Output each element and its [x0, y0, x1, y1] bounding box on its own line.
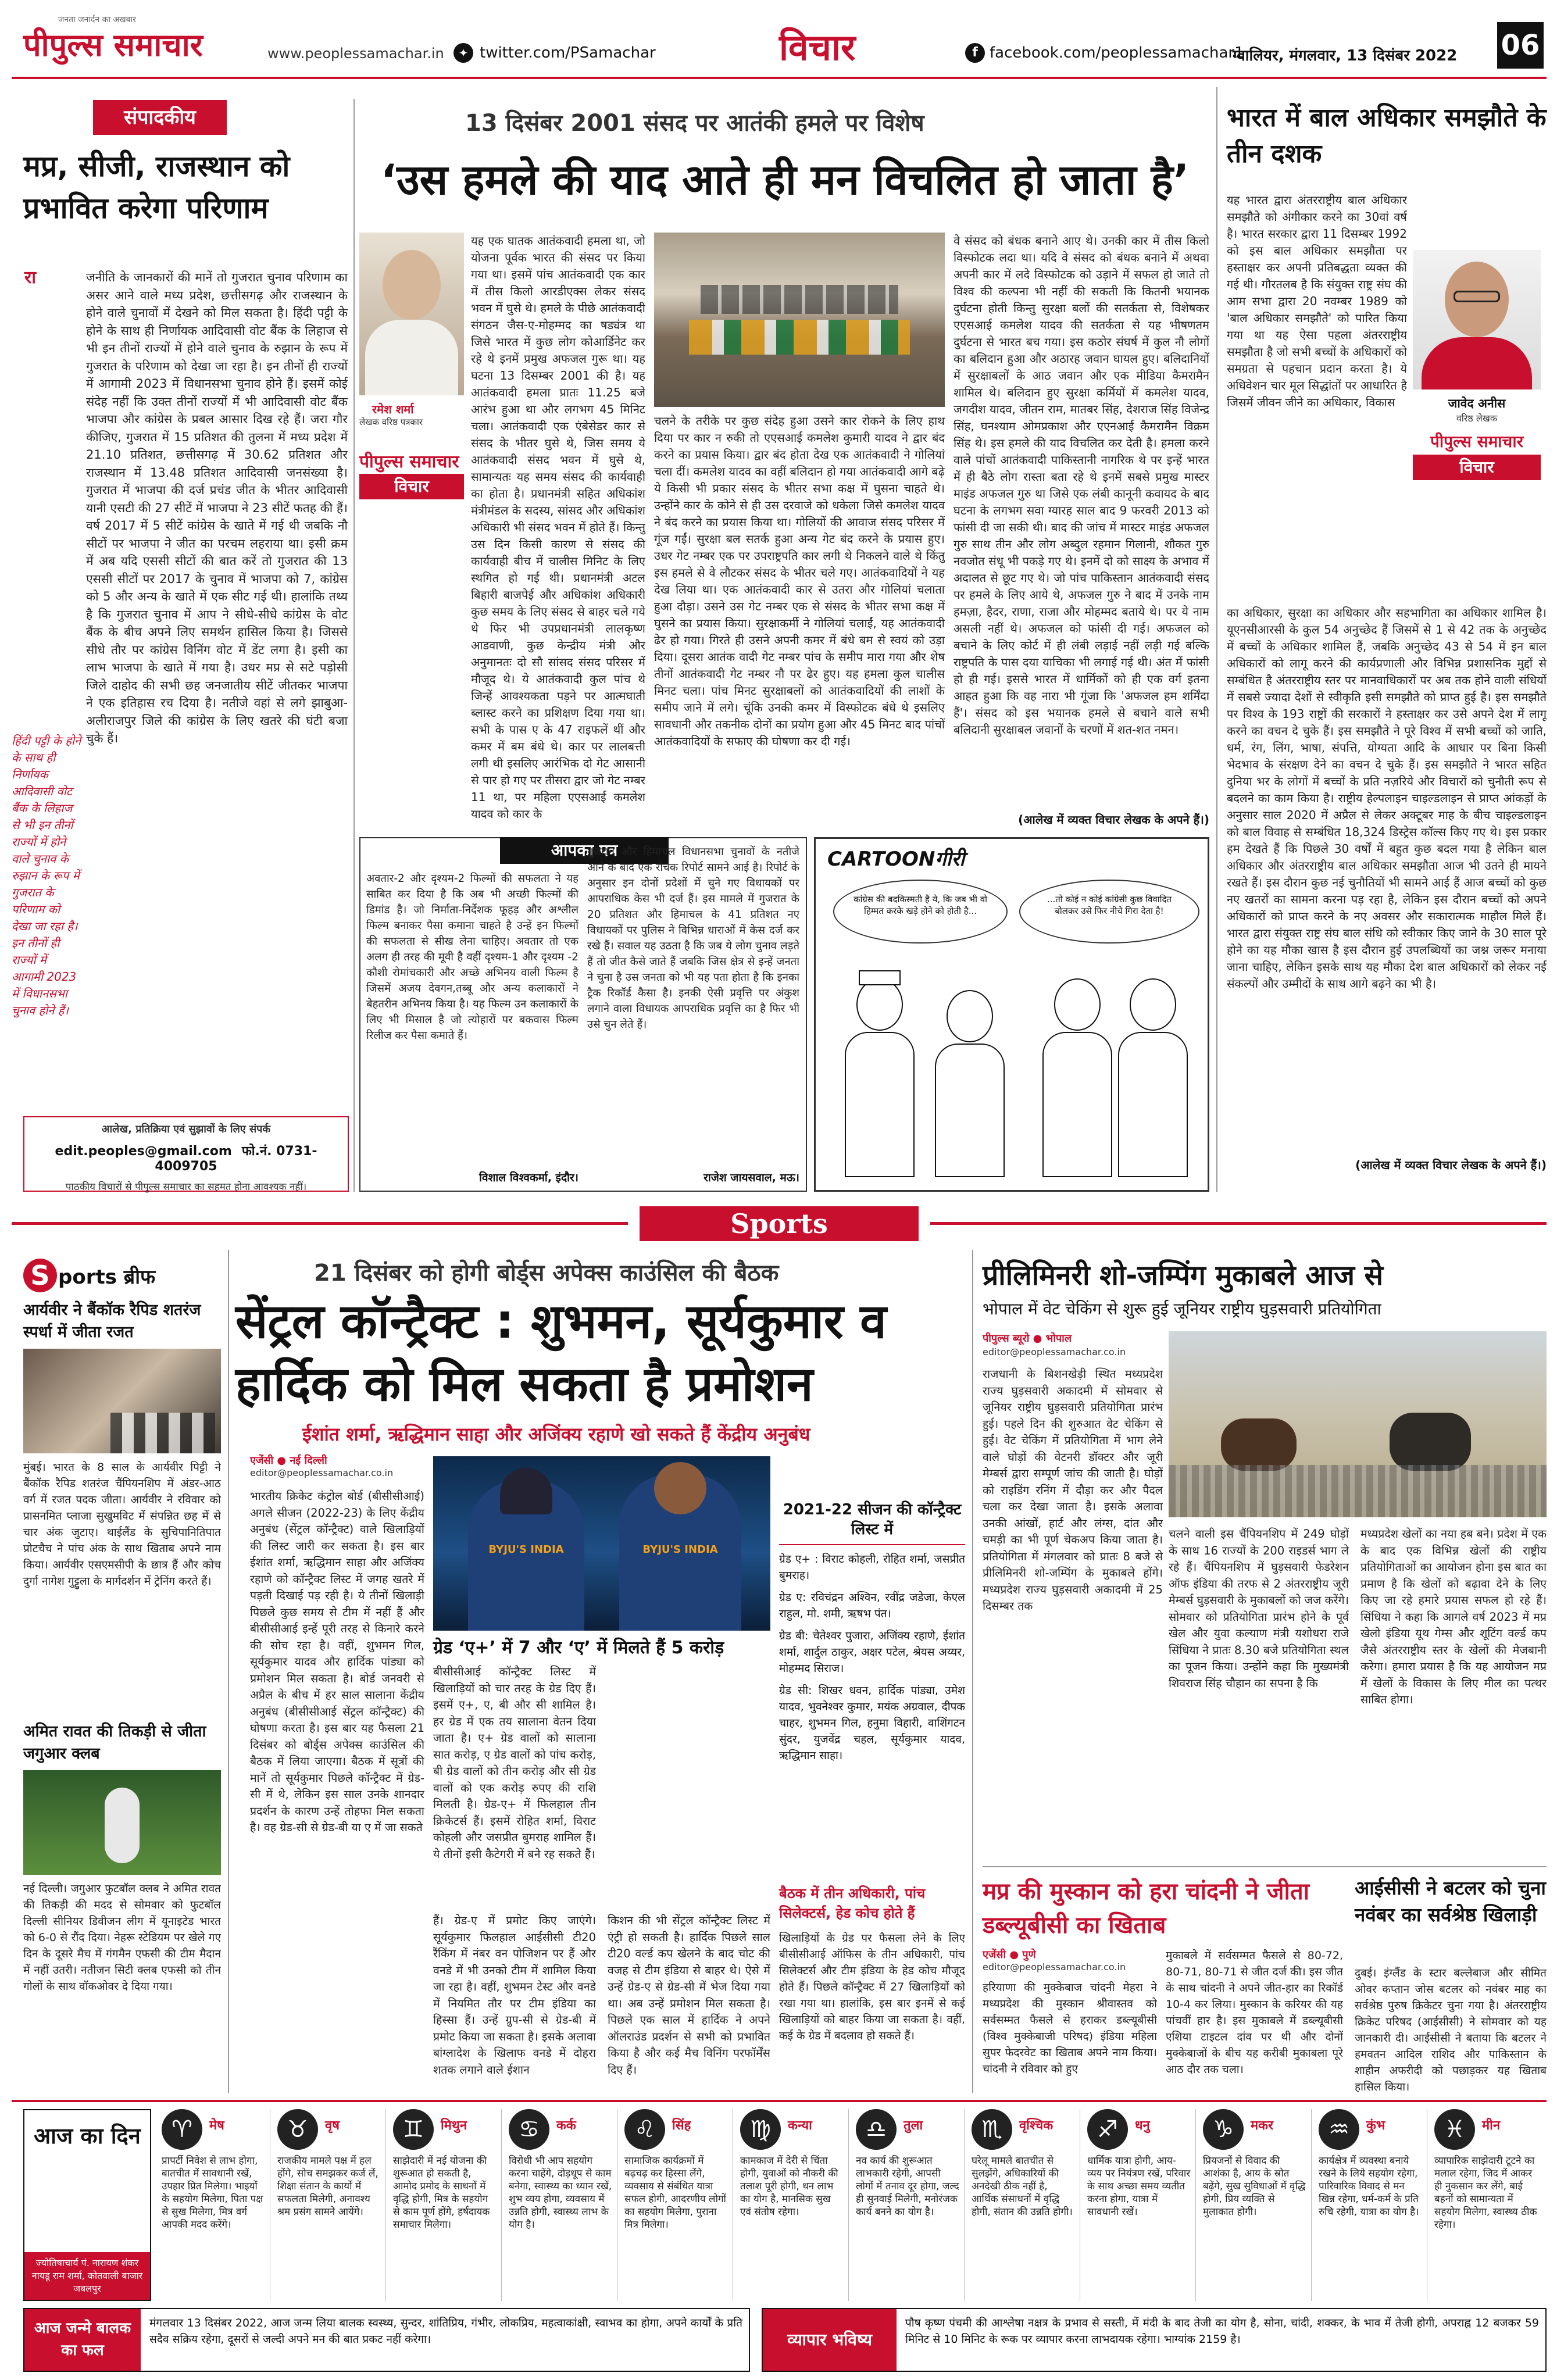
sports-rule-left — [12, 1222, 628, 1225]
ram-icon: ♈ — [162, 2109, 202, 2150]
right-author-name: जावेद अनीस — [1448, 396, 1506, 410]
contract-list-item: ग्रेड सी: शिखर धवन, हार्दिक पांड्या, उमेश यादव, भुवनेश्वर कुमार, मयंक अग्रवाल, दीपक चाहर, शुभमन गिल, हनुमा विहारी, वाशिंगटन सुंदर, युजवेंद्र चहल, सूर्यकुमार यादव, ऋद्धिमान साहा। — [779, 1684, 965, 1762]
masthead-twitter[interactable]: twitter.com/PSamachar — [480, 44, 656, 62]
cricket-byline: एजेंसी ● नई दिल्ली — [250, 1455, 327, 1467]
contract-list — [779, 1500, 965, 1872]
editorial-headline: मप्र, सीजी, राजस्थान को प्रभावित करेगा परिणाम — [23, 149, 290, 225]
cricket-headline: सेंट्रल कॉन्ट्रैक्ट : शुभमन, सूर्यकुमार व हार्दिक को मिल सकता है प्रमोशन — [235, 1294, 887, 1412]
rashi-name: कन्या — [788, 2118, 812, 2133]
rashi-grid — [157, 2109, 1547, 2301]
scorpion-icon: ♏ — [972, 2109, 1012, 2150]
cricket-body-2: बीसीसीआई कॉन्ट्रैक्ट लिस्ट में खिलाड़ियों को चार तरह के ग्रेड दिए हैं। इसमें ए+, ए, बी और सी शामिल है। हर ग्रेड में एक तय सालाना वेतन दिया जाता है। ए+ ग्रेड वालों को सालाना सात करोड़, ए ग्रेड वालों को पांच करोड़, बी ग्रेड वालों को तीन करोड़ और सी ग्रेड वालों को एक करोड़ रुपए की राशि मिलती है। ग्रेड-ए+ में फिलहाल तीन क्रिकेटर्स हैं। इसमें रोहित शर्मा, विराट कोहली और जसप्रीत बुमराह शामिल हैं। ये तीनों इसी कैटेगरी में बने रह सकते हैं। — [433, 1665, 596, 1861]
rashi-mithun — [388, 2109, 502, 2301]
sports-divider-1 — [228, 1250, 229, 2093]
business-box — [762, 2308, 1547, 2372]
center-signoff: (आलेख में व्यक्त विचार लेखक के अपने हैं।) — [1018, 813, 1209, 827]
business-label: व्यापार भविष्य — [763, 2309, 897, 2371]
badge-logo: पीपुल्स समाचार — [359, 452, 459, 472]
contract-list-item: ग्रेड ए: रविचंद्रन अश्विन, रवींद्र जडेजा, केएल राहुल, मो. शमी, ऋषभ पंत। — [779, 1591, 965, 1620]
right-headline: भारत में बाल अधिकार समझौते के तीन दशक — [1227, 103, 1547, 169]
rashi-makar — [1198, 2109, 1312, 2301]
cartoon-body-right1 — [1042, 1032, 1112, 1177]
right-badge-label: विचार — [1413, 455, 1541, 480]
sports-brief-s: S — [23, 1259, 57, 1292]
rashi-text: व्यापारिक साझेदारी टूटने का मलाल रहेगा, जिद में आकर ही नुकसान कर लेंगे, बाई बहनों को सामान्यता में सहयोग मिलेगा, स्वास्थ्य ठीक रहेगा। — [1434, 2155, 1537, 2231]
cartoon-bubble-2 — [1019, 880, 1199, 944]
cartoon-body-left — [845, 1032, 915, 1177]
letter-1: अवतार-2 और दृश्यम-2 फिल्मों की सफलता ने यह साबित कर दिया है कि अब भी अच्छी फिल्मों की डिमांड है। जो निर्माता-निर्देशक फूहड़ और अश्लील फिल्म बनाकर पैसा कमाना चाहते है उन्हें इन फिल्मों की सफलता से सीख लेना चाहिए। अवतार तो एक अलग ही तरह की मूवी है वहीं दृश्यम-1 और दृश्यम -2 कौशी रोमांचकारी और अच्छे अभिनय वाली फिल्म है जिसमें अजय देवगन,तब्बू और अन्य कलाकारों ने बेहतरीन अभिनय किया है। यह फिल्म उन कलाकारों के लिए भी मिसाल है जो त्योहारों पर बकवास फिल्म रिलीज कर पैसा कमाते हैं। — [366, 873, 578, 1042]
rashi-name: सिंह — [672, 2118, 691, 2133]
fish-icon: ♓ — [1434, 2109, 1475, 2150]
masthead-dateline: ग्वालियर, मंगलवार, 13 दिसंबर 2022 — [1233, 47, 1458, 65]
rashi-name: वृष — [325, 2118, 340, 2133]
masthead-logo: पीपुल्स समाचार — [23, 26, 203, 63]
rashi-mesh — [157, 2109, 270, 2301]
masthead — [12, 10, 1547, 74]
cartoon-head-mid — [947, 990, 993, 1042]
cricket-photo — [433, 1456, 770, 1631]
rashi-text: घरेलू मामले बातचीत से सुलझेंगे, अधिकारियों की अनदेखी ठीक नहीं है, आर्थिक संसाधनों में वृद्धि होगी, संतान की उन्नति होगी। — [972, 2155, 1073, 2218]
right-badge-logo: पीपुल्स समाचार — [1430, 432, 1524, 451]
wbc-rule — [983, 1866, 1547, 1867]
right-author-role: वरिष्ठ लेखक — [1456, 413, 1498, 424]
col-divider-right — [1216, 87, 1217, 1192]
center-col1: यह एक घातक आतंकवादी हमला था, जो योजना पूर्वक भारत की संसद पर किया गया था। इसमें पांच आतंकवादी एक कार में तीस किलो आरडीएक्स लेकर संसद भवन में घुसे थे। हमले के पीछे आतंकवादी संगठन जैस-ए-मोहम्मद का षड्यंत्र था जिसे भारत में कुछ लोग कोआर्डिनेट कर रहे थे इनमें प्रमुख अफजल गुरू था। यह घटना 13 दिसम्बर 2001 की है। यह आतंकवादी हमला प्रातः 11.25 बजे आरंभ हुआ था और लगभग 45 मिनिट चला। आतंकवादी एक एंबेसेडर कार से संसद के भीतर घुसे थे, जिस समय ये आतंकवादी संसद भवन में घुसे थे, सामान्यतः यह समय संसद की कार्यवाही का होता है। प्रधानमंत्री सहित अधिकांश मंत्रीमंडल के सदस्य, सांसद और अधिकांश अधिकारी भी संसद भवन में होते हैं। किन्तु उस दिन किसी कारण से संसद की कार्यवाही बीच में चालीस मिनिट के लिए स्थगित हो गई थी। प्रधानमंत्री अटल बिहारी बाजपेई और अधिकांश अधिकारी कुछ समय के लिए संसद से बाहर चले गये थे फिर भी उपप्रधानमंत्री लालकृष्ण आडवाणी, कुछ केन्द्रीय मंत्री और अनुमानतः दो सौ सांसद संसद परिसर में मौजूद थे। ये आतंकवादी कुल पांच थे जिन्हें आवश्यकता पड़ने पर आत्मघाती ब्लास्ट करने का प्रशिक्षण दिया गया था। सभी के पास ए के 47 राइफलें थीं और कमर में बम बंधे थे। कार पर लालबत्ती लगी थी इसलिए आरंभिक दो गेट आसानी से पार हो गए पर तीसरा द्वार जो गेट नम्बर 11 था, पर महिला एएसआई कमलेश यादव को कार के — [471, 234, 645, 821]
cartoon-body-right2 — [1118, 1032, 1188, 1177]
author-photo — [359, 233, 464, 395]
player-1-jersey: BYJU'S INDIA — [488, 1543, 564, 1556]
horse-headline: प्रीलिमिनरी शो-जम्पिंग मुकाबले आज से — [983, 1259, 1384, 1292]
right-author-photo — [1413, 250, 1541, 389]
contact-box — [23, 1116, 349, 1192]
right-author-shirt — [1422, 337, 1532, 389]
contract-list-title: 2021-22 सीजन की कॉन्ट्रैक्ट लिस्ट में — [779, 1500, 965, 1545]
meeting-headline: बैठक में तीन अधिकारी, पांच सिलेक्टर्स, हेड कोच होते हैं — [779, 1885, 926, 1921]
cartoon-head-right2 — [1130, 978, 1176, 1031]
rashi-singh — [620, 2109, 733, 2301]
today-credit: ज्योतिषाचार्य पं. नारायण शंकर नायडू राम शर्मा, कोतवाली बाजार जबलपुर — [24, 2252, 150, 2300]
rashi-name: मेष — [209, 2118, 224, 2133]
player-2-jersey: BYJU'S INDIA — [642, 1543, 718, 1556]
center-col2: चलने के तरीके पर कुछ संदेह हुआ उसने कार रोकने के लिए हाथ दिया पर कार न रुकी तो एएसआई कमलेश कुमारी यादव ने द्वार बंद करने का प्रयास किया। द्वार बंद होता देख एक आतंकवादी ने गोलियां चला दीं। कमलेश यादव का वहीं बलिदान हो गया आतंकवादी आगे बढ़े ये किसी भी प्रकार संसद के भीतर सभा कक्ष में घुसना चाहते थे। उन्होंने कार के कोने से ही उस दरवाजे को धकेला जिसे कमलेश यादव ने बंद करने का प्रयास किया था। गोलियों की आवाज संसद परिसर में गूंज गईं। सुरक्षा बल सतर्क हुआ अन्य गेट बंद करने के प्रयास हुए। उधर गेट नम्बर एक पर उपराष्ट्रपति कार लगी थे निकलने वाले थे किंतु इस हमले से वे लौटकर संसद के भीतर चले गए। आतंकवादियों ने यह देख लिया था। एक आतंकवादी कार से उतरा और गोलियां चलाता हुआ दौड़ा। उसने उस गेट नम्बर एक से संसद के भीतर सभा कक्ष में घुसने का प्रयास किया। सुरक्षाकर्मी ने गोलियां चलाईं, यह आतंकवादी ढेर हो गया। गिरते ही उसने अपनी कमर में बंधे बम से स्वयं को उड़ा दिया। दूसरा आतंक वादी गेट नम्बर पांच के समीप मारा गया और शेष तीनों आतंकवादी गेट नम्बर नौ पर ढेर हुए। यह हमला कुल चालीस मिनट चला। पांच मिनट सुरक्षाबलों को आतंकवादियों की लाशों के समीप जाने में लगे। चूंकि उनकी कमर में विस्फोटक बंधे थे इसलिए सावधानी और तकनीक दोनों का प्रयोग हुआ और 45 मिनट बाद पांचों आतंकवादियों के सफाए की घोषणा कर दी गई। — [654, 414, 945, 748]
cartoon-body-mid — [935, 1044, 1005, 1177]
rashi-text: राजकीय मामले पक्ष में हल होंगे, सोच समझकर कर्ज लें, शिक्षा संतान के कार्यों में सफलता मिलेगी, अनावश्य श्रम प्रसंग सामने आयेंगे। — [277, 2155, 378, 2218]
memorial-photo — [654, 233, 945, 407]
memorial-portraits — [701, 285, 898, 314]
rashi-text: कामकाज में देरी से चिंता होगी, युवाओं को नौकरी की तलाश पूरी होगी, धन लाभ का योग है, मानसिक सुख एवं संतोष रहेगा। — [740, 2155, 838, 2218]
contract-list-item: ग्रेड बी: चेतेश्वर पुजारा, अजिंक्य रहाणे, ईशांत शर्मा, शार्दुल ठाकुर, अक्षर पटेल, श्रेयस अय्यर, मोहम्मद सिराज। — [779, 1629, 965, 1675]
wbc-body-1: हरियाणा की मुक्केबाज चांदनी मेहरा ने मध्यप्रदेश की मुस्कान श्रीवास्तव को सर्वसम्मत फैसले से हराकर डब्ल्यूबीसी (विश्व मुक्केबाजी परिषद) इंडिया महिला सुपर फेदरवेट का खिताब अपने नाम किया। चांदनी ने रविवार को हुए — [983, 1981, 1157, 2075]
masthead-website[interactable]: www.peoplessamachar.in — [267, 45, 444, 62]
sports-banner: Sports — [640, 1206, 919, 1241]
cricket-kicker: 21 दिसंबर को होगी बोर्ड्स अपेक्स काउंसिल की बैठक — [314, 1260, 779, 1287]
right-signoff: (आलेख में व्यक्त विचार लेखक के अपने हैं।) — [1355, 1158, 1547, 1172]
water-bearer-icon: ♒ — [1319, 2109, 1359, 2150]
rashi-text: कार्यक्षेत्र में व्यवस्था बनाये रखने के लिये सहयोग रहेगा, पारिवारिक विवाद से मन खिन्न रहेगा, धर्म-कर्म के प्रति रुचि रहेगी, यात्रा का योग है। — [1319, 2155, 1419, 2218]
editorial-body: जनीति के जानकारों की मानें तो गुजरात चुनाव परिणाम का असर आने वाले मध्य प्रदेश, छत्तीसगढ़ और राजस्थान के होने वाले चुनावों में देखने को मिल सकता है। हिंदी पट्टी के होने के साथ ही निर्णायक आदिवासी वोट बैंक के लिहाज से भी इन तीनों राज्यों में होने वाले चुनाव के रुझान के रूप में गुजरात के परिणाम को देखा जा रहा है। इन तीनों ही राज्यों में आगामी 2023 में विधानसभा चुनाव होने हैं। इसमें कोई संदेह नहीं कि उक्त तीनों राज्यों में भी आदिवासी वोट बैंक भाजपा और कांग्रेस के प्रबल आसार दिख रहे हैं। जरा गौर कीजिए, गुजरात में 15 प्रतिशत की तुलना में मध्य प्रदेश में 21.10 प्रतिशत, छत्तीसगढ़ में 30.62 प्रतिशत और राजस्थान में 13.48 प्रतिशत आदिवासी जनसंख्या है। गुजरात में भाजपा की दर्ज प्रचंड जीत के भीतर आदिवासी यानी एसटी की 27 सीटें में भाजपा ने 23 सीटें फतह की हैं। वर्ष 2017 में 5 सीटें कांग्रेस के खाते में गई थी जबकि नौ सीटों पर भाजपा ने जीत का परचम लहराया था। इसी क्रम में अब यदि एससी सीटों की बात करें तो गुजरात की 13 एससी सीटों पर 2017 के चुनाव में भाजपा को 7, कांग्रेस को 5 और अन्य के खाते में एक सीट गई थी। हालांकि तथ्य है कि गुजरात चुनाव में आप ने सीधे-सीधे कांग्रेस के वोट बैंक के बीच अपने लिए समर्थन हासिल किया है। जिससे सीधे तौर पर कांग्रेस विनिंग वोट में डेंट लगा है। इसी का लाभ भाजपा के खाते में गया है। उधर मप्र से सटे पड़ोसी जिले दाहोद की सभी छह जनजातीय सीटें जीतकर भाजपा ने एक इतिहास रच दिया है। नतीजे वहां से लगे झाबुआ-अलीराजपुर जिले की कांग्रेस के लिए खतरे की घंटी बजा चुके हैं। — [86, 270, 348, 745]
rashi-text: सामाजिक कार्यक्रमों में बढ़चढ़ कर हिस्सा लेंगे, व्यवसाय से संबंधित यात्रा सफल होगी, आदरणीय लोगों का सहयोग मिलेगा, पुराना मित्र मिलेगा। — [624, 2155, 726, 2231]
wbc-byline: एजेंसी ● पुणे — [983, 1949, 1036, 1961]
rashi-kanya — [735, 2109, 849, 2301]
cartoon-bubble-1-text: कांग्रेस की बदकिस्मती है ये, कि जब भी वो हिम्मत करके खड़े होने को होती है... — [854, 894, 987, 916]
cricket-photo-caption: ग्रेड ‘ए+’ में 7 और ‘ए’ में मिलते हैं 5 करोड़ — [433, 1635, 770, 1659]
born-today-box — [23, 2308, 750, 2372]
rashi-name: मीन — [1482, 2118, 1501, 2133]
rashi-vrish — [273, 2109, 386, 2301]
rashi-tula — [851, 2109, 965, 2301]
contact-line1: आलेख, प्रतिक्रिया एवं सुझावों के लिए संपर्क — [101, 1123, 271, 1135]
brief2-photo-player — [105, 1788, 140, 1863]
icc-headline: आईसीसी ने बटलर को चुना नवंबर का सर्वश्रेष्ठ खिलाड़ी — [1355, 1877, 1546, 1926]
cartoon-box — [814, 837, 1209, 1192]
center-kicker: 13 दिसंबर 2001 संसद पर आतंकी हमले पर विशेष — [465, 110, 924, 137]
cricket-body-1: भारतीय क्रिकेट कंट्रोल बोर्ड (बीसीसीआई) अगले सीजन (2022-23) के लिए केंद्रीय अनुबंध (सेंट्रल कॉन्ट्रैक्ट) वाले खिलाड़ियों की लिस्ट जारी कर सकता है। इस बार ईशांत शर्मा, ऋद्धिमान साहा और अजिंक्य रहाणे को कॉन्ट्रैक्ट लिस्ट में जगह खतरे में पड़ती दिखाई पड़ रही है। ये तीनों खिलाड़ी पिछले कुछ समय से टीम में नहीं हैं और बीसीसीआई इन्हें पूरी तरह से किनारे करने की सोच रहा है। वहीं, शुभमन गिल, सूर्यकुमार यादव और हार्दिक पांड्या को प्रमोशन मिल सकता है। बोर्ड जनवरी से अप्रैल के बीच में हर साल सालाना केंद्रीय अनुबंध (बीसीसीआई सेंट्रल कॉन्ट्रैक्ट) की घोषणा करता है। इस बार यह फैसला 21 दिसंबर को बोर्ड्स अपेक्स काउंसिल की बैठक में लिया जाएगा। बैठक में सूत्रों की मानें तो सूर्यकुमार पिछले कॉन्ट्रैक्ट में ग्रेड-सी में थे, लेकिन इस साल उनके शानदार प्रदर्शन के कारण उन्हें तोहफा मिल सकता है। वह ग्रेड-सी से ग्रेड-बी या ए में जा सकते — [250, 1489, 424, 1834]
letter-1-author: विशाल विश्वकर्मा, इंदौर। — [479, 1171, 578, 1184]
wbc-email[interactable]: editor@peoplessamachar.co.in — [983, 1961, 1126, 1972]
lion-icon: ♌ — [624, 2109, 665, 2150]
player-1 — [468, 1480, 584, 1631]
right-intro: यह भारत द्वारा अंतरराष्ट्रीय बाल अधिकार समझौते को अंगीकार करने का 30वां वर्ष है। भारत सरकार द्वारा 11 दिसम्बर 1992 को इस बाल अधिकार समझौता पर हस्ताक्षर कर अपनी प्रतिबद्धता व्यक्त की गई थी। गौरतलब है कि संयुक्त राष्ट्र संघ की आम सभा द्वारा 20 नवम्बर 1989 को 'बाल अधिकार समझौते' को पारित किया गया था यह ऐसा पहला अंतरराष्ट्रीय समझौता है जो सभी बच्चों के अधिकारों को समग्रता से पहचान प्रदान करता है। ये अधिवेशन चार मूल सिद्धांतों पर आधारित है जिसमें जीवन जीने का अधिकार, विकास — [1227, 193, 1407, 409]
archer-icon: ♐ — [1087, 2109, 1128, 2150]
sports-brief-label: ports ब्रीफ — [58, 1266, 156, 1289]
player-1-helmet — [500, 1468, 552, 1514]
rashi-kark — [504, 2109, 617, 2301]
rashi-name: तुला — [904, 2118, 923, 2133]
horse-body-1: राजधानी के बिशनखेड़ी स्थित मध्यप्रदेश राज्य घुड़सवारी अकादमी में सोमवार से जूनियर राष्ट्रीय घुड़सवारी प्रतियोगिता प्रारंभ हुई। पहले दिन की शुरुआत वेट चेकिंग से हुई। वेट चेकिंग में प्रतियोगिता में भाग लेने वाले घोड़ों की वेटनरी डॉक्टर और जूरी मेम्बर्स द्वारा सम्पूर्ण जांच की जाती है। घोड़ों को राइडिंग रनिंग में दौड़ा कर और पैदल चला कर देखा जाता है। इसके अलावा उनकी आंखों, हार्ट और लंग्स, दांत और चमड़ी का भी पूर्ण चेकअप किया जाता है। प्रतियोगिता में मंगलवार को प्रातः 8 बजे से प्रीलिमिनरी शो-जम्पिंग के मुकाबले होंगे। मध्यप्रदेश राज्य घुड़सवारी अकादमी में 25 दिसम्बर तक — [983, 1367, 1163, 1613]
horse-body-3: मध्यप्रदेश खेलों का नया हब बने। प्रदेश में एक के बाद एक विभिन्न खेलों की राष्ट्रीय प्रतियोगिताओं का आयोजन होना इस बात का प्रमाण है कि खेलों को बढ़ावा देने के लिए किए जा रहे हमारे प्रयास सफल हो रहे हैं। सिंधिया ने कहा कि आगले वर्ष 2023 में मप्र खेलो इंडिया यूथ गेम्स और शूटिंग वर्ल्ड कप जैसे अंतरराष्ट्रीय स्तर के खेलों की मेजबानी करेगा। हमारा प्रयास है कि यह आयोजन मप्र में खेलों के विकास के लिए मील का पत्थर साबित होगा। — [1360, 1527, 1547, 1706]
memorial-wreath — [689, 320, 910, 355]
author-photo-shirt — [365, 320, 458, 395]
right-author-glasses — [1454, 291, 1500, 302]
author-photo-face — [383, 250, 441, 320]
brief1-body: मुंबई। भारत के 8 साल के आर्यवीर पिट्टी ने बैंकॉक रैपिड शतरंज चैंपियनशिप में अंडर-आठ वर्ग में रजत पदक जीता। आर्यवीर ने रविवार को प्रासनमित प्लाजा सुखुमविट में संपन्नित छह में से चार अंक जुटाए। थाईलैंड के सुचिपानितिपात प्रोटचैच ने पांच अंक के साथ खिताब अपने नाम किया। आर्यवीर एसएमसीपी के छात्र हैं और कोच दुर्गा नागेश गुट्टुला के मार्गदर्शन में ट्रेनिंग करते हैं। — [23, 1461, 221, 1588]
wbc-body-2: मुकाबले में सर्वसम्मत फैसले से 80-72, 80-71, 80-71 से जीत दर्ज की। इस जीत के साथ चांदनी ने अपने जीत-हार का रिकॉर्ड 10-4 कर लिया। मुस्कान के करियर की यह पांचवीं हार है। इस मुकाबले में डब्ल्यूबीसी एशिया टाइटल दांव पर थी और दोनों मुक्केबाजों के बीच यह करीबी मुकाबला पूरे आठ दौर तक चला। — [1166, 1949, 1343, 2076]
business-text: पौष कृष्ण पंचमी की आश्लेषा नक्षत्र के प्रभाव से सस्ती, में मंदी के बाद तेजी का योग है, सोना, चांदी, शक्कर, के भाव में तेजी होगी, अपराह्न 12 बजकर 59 मिनिट से 10 मिनिट के रूक पर व्यापार करना लाभदायक रहेगा। भाग्यांक 2159 है। — [905, 2317, 1539, 2346]
brief1-photo — [23, 1349, 221, 1453]
author-name: रमेश शर्मा — [372, 402, 414, 416]
player-2 — [619, 1474, 741, 1631]
cartoon-head-right1 — [1054, 978, 1101, 1031]
sports-rule-right — [930, 1222, 1547, 1225]
letter-2: गुजरात और हिमाचल विधानसभा चुनावों के नतीजे आने के बाद एक रोचक रिपोर्ट सामने आई है। रिपोर्ट के अनुसार इन दोनों प्रदेशों में चुने गए विधायकों पर आपराधिक केस भी दर्ज हैं। इस मामले में गुजरात के 20 प्रतिशत और हिमाचल के 41 प्रतिशत नए विधायकों पर पुलिस ने विभिन्न धाराओं में केस दर्ज कर रखे हैं। सवाल यह उठता है कि जब ये लोग चुनाव लड़ते हैं तो जीत कैसे जाते हैं जबकि जिस क्षेत्र से इन्हें जनता ने चुना है उस जनता को भी यह पता होता है कि इनका ट्रैक रिकॉर्ड कैसा है। इनकी ऐसी प्रवृत्ति पर अंकुश लगाने वाला विधायक आपराधिक प्रवृत्ति का है फिर भी उसे चुन लेते हैं। — [587, 846, 799, 1031]
letters-box — [359, 837, 807, 1192]
goat-icon: ♑ — [1203, 2109, 1244, 2150]
horse-byline: पीपुल्स ब्यूरो ● भोपाल — [983, 1332, 1072, 1345]
cartoon-figure-mid — [932, 978, 1008, 1182]
contract-list-item: ग्रेड ए+ : विराट कोहली, रोहित शर्मा, जसप्रीत बुमराह। — [779, 1553, 965, 1582]
masthead-rule — [12, 77, 1547, 79]
cartoon-figure-left — [839, 967, 920, 1182]
cartoon-bubble-1 — [833, 880, 1008, 944]
masthead-facebook[interactable]: facebook.com/peoplessamachar1 — [990, 44, 1244, 62]
cricket-subhead: ईशांत शर्मा, ऋद्धिमान साहा और अजिंक्य रहाणे खो सकते हैं केंद्रीय अनुबंध — [302, 1423, 810, 1445]
brief2-photo — [23, 1770, 221, 1875]
maiden-icon: ♍ — [740, 2109, 781, 2150]
horse-subhead: भोपाल में वेट चेकिंग से शुरू हुई जूनियर राष्ट्रीय घुड़सवारी प्रतियोगिता — [983, 1299, 1381, 1318]
rashi-name: मकर — [1251, 2118, 1274, 2133]
rashi-kumbh — [1314, 2109, 1427, 2301]
editorial-tag: संपादकीय — [93, 100, 227, 135]
section-title: विचार — [779, 26, 856, 69]
col-divider-left — [353, 99, 355, 1192]
rashi-name: मिथुन — [441, 2118, 467, 2133]
horse-body-2: चलने वाली इस चैंपियनशिप में 249 घोड़ों के साथ 16 राज्यों के 200 राइडर्स भाग ले रहे हैं। चैंपियनशिप में घुड़सवारी फेडरेशन ऑफ इंडिया की तरफ से 2 अंतरराष्ट्रीय जूरी मेम्बर्स घुड़सवारी के मुकाबलों को जज करेंगे। सोमवार को प्रतियोगिता प्रारंभ होने के पूर्व खेल और युवा कल्याण मंत्री यशोधरा राजे सिंधिया ने प्रातः 8.30 बजे प्रतियोगिता स्थल का पूजन किया। उन्होंने कहा कि मुख्यमंत्री शिवराज सिंह चौहान का सपना है कि — [1169, 1527, 1349, 1690]
today-label: आज का दिन — [34, 2123, 141, 2149]
contact-disclaimer: पाठकीय विचारों से पीपुल्स समाचार का सहमत होना आवश्यक नहीं। — [65, 1181, 307, 1193]
rashi-name: कर्क — [556, 2118, 576, 2133]
brief2-body: नई दिल्ली। जगुआर फुटबॉल क्लब ने अमित रावत की तिकड़ी की मदद से सोमवार को फुटबॉल दिल्ली सीनियर डिवीजन लीग में यूनाइटेड भारत को 6-0 से रौंद दिया। नेहरू स्टेडियम पर खेले गए दिन के दूसरे मैच में गंगमैन एफसी की टीम मैदान में नहीं उतरी। नतीजन सिटी क्लब एफसी को तीन गोलों के साथ वॉकओवर दे दिया गया। — [23, 1882, 221, 1993]
rashi-meen — [1430, 2109, 1543, 2301]
rashi-dhanu — [1083, 2109, 1196, 2301]
horse-photo-horse-2 — [1390, 1413, 1471, 1471]
rashi-name: वृश्चिक — [1019, 2118, 1054, 2133]
rashi-text: साझेदारी में नई योजना की शुरूआत हो सकती है, आमोद प्रमोद के साधनों में वृद्धि होगी, मित्र के सहयोग से काम पूर्ण होंगे, हर्षदायक समाचार मिलेगा। — [393, 2155, 490, 2231]
page-number: 06 — [1497, 22, 1544, 69]
player-2-head — [654, 1462, 706, 1514]
rashi-vrishchik — [967, 2109, 1080, 2301]
cartoon-head-left — [856, 978, 903, 1031]
rashi-text: प्रापर्टी निवेश से लाभ होगा, बातचीत में सावधानी रखें, उपहार प्रित मिलेगा। भाइयों के सहयोग मिलेगा, पिता पक्ष से सुख मिलेगा, मित्र वर्ग आपकी मदद करेंगे। — [162, 2155, 263, 2231]
rashi-text: धार्मिक यात्रा होगी, आय-व्यय पर नियंत्रण रखें, परिवार के साथ अच्छा समय व्यतीत करना होगा, यात्रा में सावधानी रखें। — [1087, 2155, 1191, 2218]
twitter-icon: ✦ — [453, 43, 473, 63]
cartoon-cap-left — [859, 970, 901, 985]
horse-email[interactable]: editor@peoplessamachar.co.in — [983, 1346, 1126, 1357]
twins-icon: ♊ — [393, 2109, 434, 2150]
scales-icon: ♎ — [856, 2109, 897, 2150]
editorial-pullquote: हिंदी पट्टी के होने के साथ ही निर्णायक आदिवासी वोट बैंक के लिहाज से भी इन तीनों राज्यों में होने वाले चुनाव के रुझान के रूप में गुजरात के परिणाम को देखा जा रहा है। इन तीनों ही राज्यों में आगामी 2023 में विधानसभा चुनाव होने हैं। — [12, 734, 81, 1017]
today-box — [23, 2109, 151, 2301]
rashi-text: नव कार्य की शुरूआत लाभकारी रहेगी, आपसी लोगों में तनाव दूर होगा, जल्द ही सुनवाई मिलेगी, मनोरंजक कार्य बनने का योग है। — [856, 2155, 959, 2218]
meeting-body: खिलाड़ियों के ग्रेड पर फैसला लेने के लिए बीसीसीआई ऑफिस के तीन अधिकारी, पांच सिलेक्टर्स और टीम इंडिया के हेड कोच मौजूद होते हैं। पिछले कॉन्ट्रैक्ट में 27 खिलाड़ियों को रखा गया था। हालांकि, इस बार इनमें से कई खिलाड़ियों को बाहर किया जा सकता है। वहीं, कई के ग्रेड में बदलाव हो सकते हैं। — [779, 1932, 965, 2042]
cricket-body-4: किशन की भी सेंट्रल कॉन्ट्रैक्ट लिस्ट में एंट्री हो सकती है। हार्दिक पिछले साल टी20 वर्ल्ड कप खेलने के बाद चोट की वजह से टीम इंडिया से बाहर थे। ऐसे में उन्हें ग्रेड-ए से ग्रेड-सी में भेज दिया गया था। अब उन्हें प्रमोशन मिल सकता है। पिछले एक साल में हार्दिक ने अपने ऑलराउंड प्रदर्शन से सभी को प्रभावित किया है और कई मैच विनिंग परफॉर्मेंस दिए हैं। — [608, 1914, 770, 2077]
brief1-photo-board — [110, 1413, 215, 1453]
letters-title: आपका पत्र — [500, 837, 669, 864]
contact-phone: फो.नं. 0731-4009705 — [155, 1144, 317, 1174]
born-today-text: मंगलवार 13 दिसंबर 2022, आज जन्म लिया बालक स्वस्थ्य, सुन्दर, शांतिप्रिय, गंभीर, लोकप्रिय, महत्वाकांक्षी, स्वाभव का होगा, अपने कार्यों के प्रति सदैव सक्रिय रहेगा, दूसरों से जल्दी अपने मन की बात प्रकट नहीं करेगा। — [149, 2317, 742, 2346]
cartoon-bubble-2-text: ...तो कोई न कोई कांग्रेसी कुछ विवादित बोलकर उसे फिर नीचे गिरा देता है! — [1047, 894, 1172, 916]
rashi-name: धनु — [1135, 2118, 1150, 2133]
cricket-body-3: हैं। ग्रेड-ए में प्रमोट किए जाएंगे। सूर्यकुमार फिलहाल आईसीसी टी20 रैंकिंग में नंबर वन पोजिशन पर हैं और वनडे में भी उनको टीम में शामिल किया जा रहा है। वहीं, शुभमन टेस्ट और वनडे में नियमित तौर पर टीम इंडिया का हिस्सा हैं। उन्हें ग्रुप-सी से ग्रेड-बी में प्रमोट किया जा सकता है। इसके अलावा बांग्लादेश के खिलाफ वनडे में दोहरा शतक लगाने वाले ईशान — [433, 1914, 596, 2077]
cricket-email[interactable]: editor@peoplessamachar.co.in — [250, 1467, 394, 1478]
brief2-headline: अमित रावत की तिकड़ी से जीता जगुआर क्लब — [23, 1723, 206, 1763]
crab-icon: ♋ — [509, 2109, 549, 2150]
facebook-icon: f — [965, 43, 985, 63]
contact-email[interactable]: edit.peoples@gmail.com — [55, 1144, 232, 1159]
author-role: लेखक वरिष्ठ पत्रकार — [359, 417, 423, 427]
born-today-label: आज जन्मे बालक का फल — [24, 2309, 141, 2371]
letter-2-author: राजेश जायसवाल, मऊ। — [703, 1171, 799, 1184]
center-col3: वे संसद को बंधक बनाने आए थे। उनकी कार में तीस किलो विस्फोटक लदा था। यदि वे संसद को बंधक बनाने में अथवा अपनी कार में लदे विस्फोटक को उड़ाने में सफल हो जाते तो विश्व की कल्पना भी नहीं की सकती कि कितनी भयानक दुर्घटना होती किन्तु सुरक्षा बलों की सतर्कता से, विशेषकर एएसआई कमलेश यादव की सतर्कता से यह भीषणतम दुर्घटना से भारत बच गया। इस कठोर संघर्ष में कुल नौ लोगों का बलिदान हुआ और अठारह जवान घायल हुए। बलिदानियों में सुरक्षाबलों के आठ जवान और एक मीडिया कैमरामैन शामिल थे। बलिदान हुए सुरक्षा कर्मियों में कमलेश यादव, जगदीश यादव, जीतन राम, मातबर सिंह, देशराज सिंह विजेन्द्र सिंह, घनश्याम ओमप्रकाश और एएनआई कैमरामैन विक्रम सिंह थे। इस हमले की याद विचलित कर देती है। हमला करने वाले पांचों आतंकवादी पाकिस्तानी नागरिक थे पर इन्हें भारत में ही बैठे लोग रास्ता बता रहे थे इनमें सबसे प्रमुख मास्टर माइंड अफजल गुरु था जिसे एक लंबी कानूनी कवायद के बाद घटना के लगभग सवा ग्यारह साल बाद 9 फरवरी 2013 को फांसी दी जा सकी थी। बाद की जांच में मास्टर माइंड अफजल गुरु साथ तीन और लोग अब्दुल रहमान गिलानी, शौकत गुरु नवजोत संधू भी पकड़े गए थे। इनमें दो को साक्ष्य के अभाव में अदालत से छूट गए थे। जो पांच पाकिस्तान आतंकवादी संसद पर हमले के लिए आये थे, अफजल गुरु ने बाद में उनके नाम हमज़ा, हैदर, राणा, राजा और मोहम्मद बताये थे। पर ये नाम असली नहीं थे। अफजल को फांसी दी गई। अफजल को बचाने के लिए कोर्ट में ही लंबी लड़ाई नहीं लड़ी गई बल्कि राष्ट्रपति के पास दया याचिका भी लगाई गई थी। अंत में फांसी हो ही गई। इससे भारत में धार्मिकों को ही एक वर्ग इतना आहत हुआ कि वह नारा भी गूंजा कि 'अफजल हम शर्मिंदा हैं'। संसद को इस भयानक हमले से बचाने वाले सभी बलिदानी सुरक्षाबल जवानों के चरणों में शत-शत नमन। — [954, 234, 1209, 737]
sports-divider-2 — [972, 1250, 973, 2093]
rashi-text: प्रियजनों से विवाद की आशंका है, आय के स्रोत बढ़ेंगे, सुख सुविधाओं में वृद्धि होगी, प्रिय व्यक्ति से मुलाकात होगी। — [1203, 2155, 1306, 2218]
bull-icon: ♉ — [277, 2109, 318, 2150]
horse-photo — [1169, 1331, 1547, 1517]
horse-photo-crowd — [1169, 1465, 1547, 1517]
wbc-headline: मप्र की मुस्कान को हरा चांदनी ने जीता डब्ल्यूबीसी का खिताब — [983, 1878, 1309, 1939]
editorial-dropcap: रा — [24, 267, 37, 288]
rashi-name: कुंभ — [1366, 2118, 1385, 2133]
badge-label: विचार — [359, 474, 464, 499]
cartoon-figure-right — [1042, 967, 1199, 1182]
horse-photo-horse-1 — [1221, 1418, 1297, 1471]
center-headline: ‘उस हमले की याद आते ही मन विचलित हो जाता है’ — [380, 155, 1190, 204]
icc-body: दुबई। इंग्लैंड के स्टार बल्लेबाज और सीमित ओवर कप्तान जोस बटलर को नवंबर माह का सर्वश्रेष्ठ पुरुष क्रिकेटर चुना गया है। अंतरराष्ट्रीय क्रिकेट परिषद (आईसीसी) ने सोमवार को यह जानकारी दी। आईसीसी ने बताया कि बटलर ने हमवतन आदिल राशिद और पाकिस्तान के शाहीन अफरीदी को पछाड़कर यह खिताब हासिल किया। — [1355, 1967, 1547, 2093]
horoscope-rule — [12, 2100, 1547, 2102]
rashi-text: विरोधी भी आप सहयोग करना चाहेंगे, दोड़धूप से काम बनेगा, स्वास्थ्य का ध्यान रखें, शुभ व्यय होगा, व्यवसाय में उन्नति होगी, स्वास्थ्य लाभ के योग है। — [509, 2155, 612, 2231]
masthead-tagline: जनता जनार्दन का अखबार — [58, 15, 136, 24]
cartoon-title: CARTOONगीरी — [827, 848, 965, 871]
brief1-headline: आर्यवीर ने बैंकॉक रैपिड शतरंज स्पर्धा में जीता रजत — [23, 1301, 201, 1341]
right-body: का अधिकार, सुरक्षा का अधिकार और सहभागिता का अधिकार शामिल है। यूएनसीआरसी के कुल 54 अनुच्छेद हैं जिसमें से 1 से 42 तक के अनुच्छेद में बच्चों के अधिकार शामिल हैं, जबकि अनुच्छेद 43 से 54 में इन बाल अधिकारों को लागू करने की कार्यप्रणाली और विभिन्न प्रशासनिक मुद्दों से सम्बंधित है अंतरराष्ट्रीय स्तर पर मानवाधिकारों पर अब तक होने वाली संधियों में सबसे ज्यादा देशों से स्वीकृति इसी समझौते को प्राप्त हुई है। इस समझौते पर विश्व के 193 राष्ट्रों की सरकारों ने हस्ताक्षर कर उसे अपने देश में लागू करने का वचन दे चुके हैं। इस समझौते ने पूरे विश्व में सभी बच्चों को जाति, धर्म, रंग, लिंग, भाषा, संपत्ति, योग्यता आदि के आधार पर बिना किसी भेदभाव के संरक्षण देने का वचन दे चुके हैं। इस समझौते ने भारत सहित दुनिया भर के लोगों में बच्चों के प्रति नज़रिये और विचारों को चुनौती रूप से बदलने का काम किया है। राष्ट्रीय हेल्पलाइन चाइल्डलाइन से प्राप्त आंकड़ों के अनुसार साल 2020 में अप्रैल से लेकर अक्टूबर माह के बीच चाइल्डलाइन को बाल विवाह से सम्बंधित 18,324 डिस्ट्रेस कॉल्स किए गए थे। इस प्रकार हम देखते हैं कि पिछले 30 वर्षों में बहुत कुछ बदल गया है लेकिन बाल अधिकार और अंतरराष्ट्रीय बाल अधिकार समझौता आज भी उतने ही मायने रखते हैं। इस दौरान कुछ नई चुनौतियों भी सामने आई हैं आज बच्चों को कुछ नए खतरों का सामना करना पड़ रहा है, लेकिन इस दौरान बच्चों को अपने अधिकारों को प्राप्त करने के नए अवसर और सकारात्मक माहौल मिले हैं। भारत द्वारा संयुक्त राष्ट्र संघ बाल संधि को स्वीकार किए जाने के 30 साल पूरे होने का यह मौका खास है इस दौरान हुई उपलब्धियों का जश्न जरूर मनाया जाना चाहिए, लेकिन इसके साथ यह मौका देश बाल अधिकारों को लेकर नई संकल्पों और उम्मीदों के साथ आगे बढ़ने का भी है। — [1227, 606, 1547, 991]
